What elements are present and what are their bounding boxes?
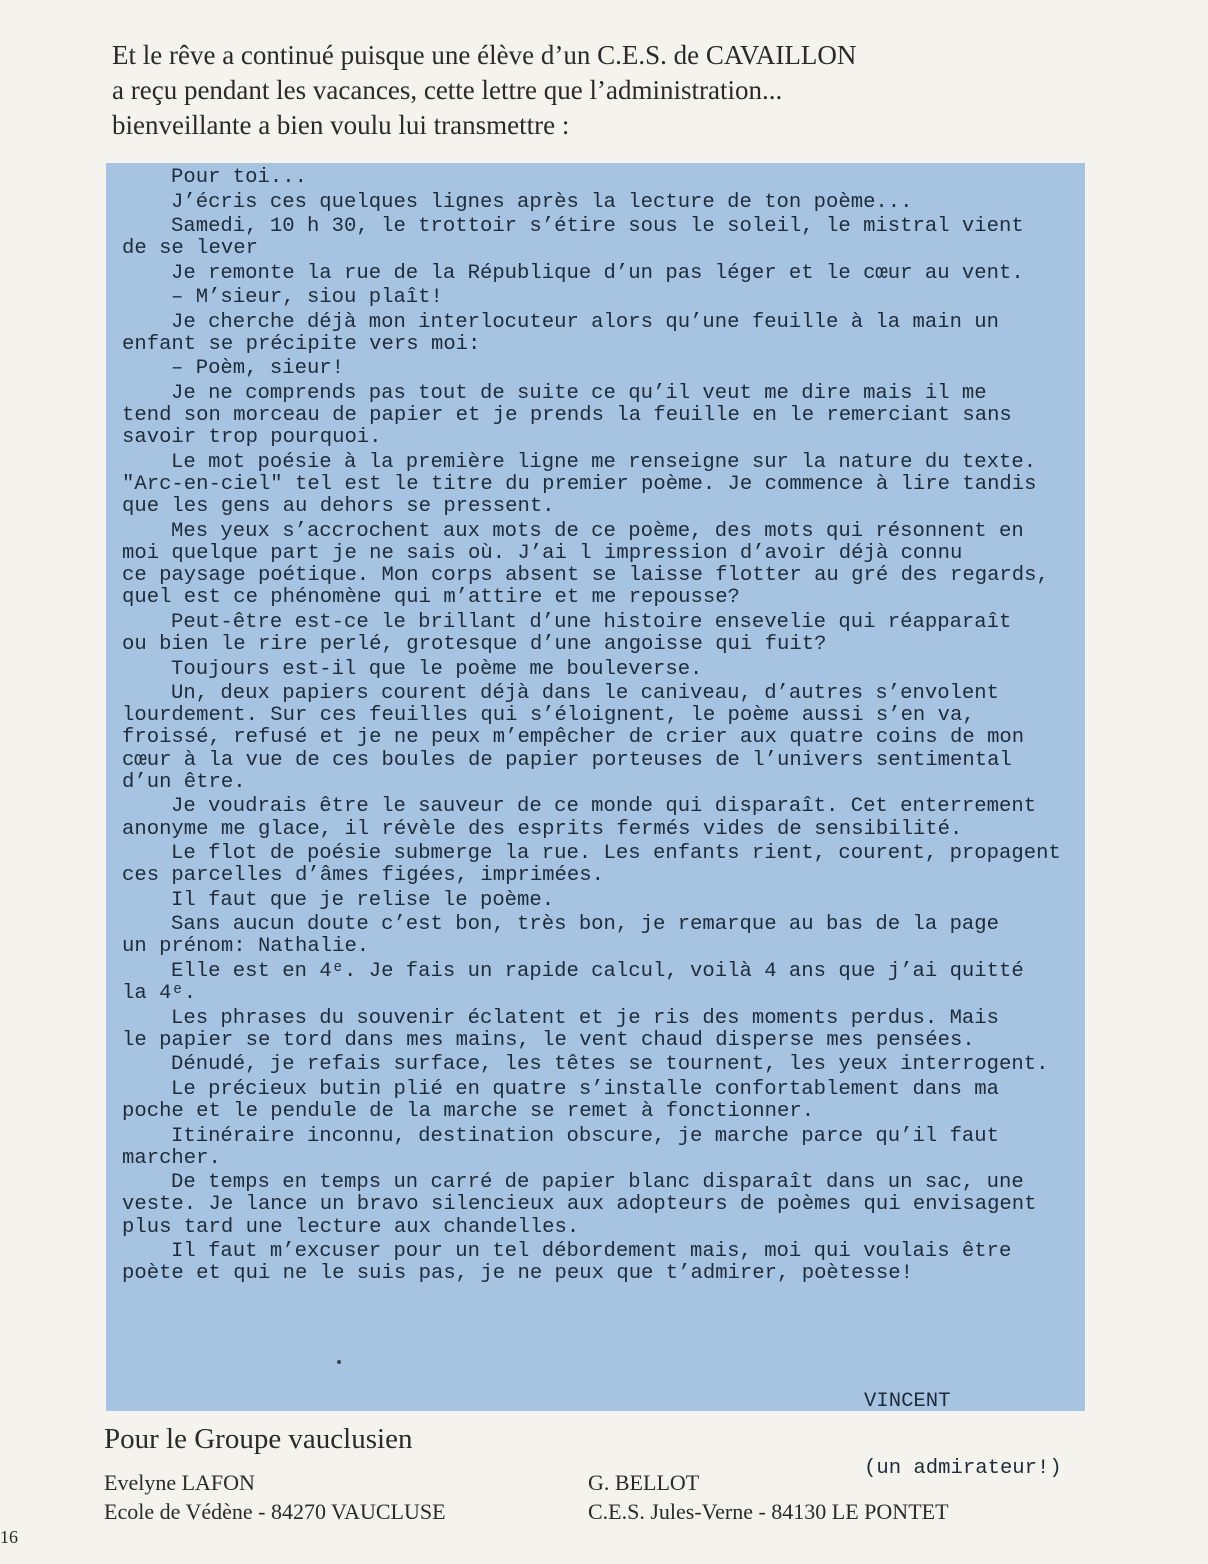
letter-line: de se lever: [122, 237, 258, 261]
letter-paragraph: [122, 914, 1077, 958]
letter-line: la 4ᵉ.: [122, 982, 197, 1006]
letter-line: le papier se tord dans mes mains, le vent chaud disperse mes pensées.: [122, 1028, 975, 1052]
letter-paragraph: [122, 843, 1077, 887]
letter-line: Je remonte la rue de la République d’un pas léger et le cœur au vent.: [171, 261, 1024, 285]
letter-line: tend son morceau de papier et je prends la feuille en le remerciant sans: [122, 404, 1012, 428]
letter-paragraph: [122, 452, 1077, 519]
letter-paragraph: [122, 1172, 1077, 1239]
letter-paragraph: [122, 521, 1077, 610]
letter-paragraph: [122, 1054, 1077, 1076]
letter-line: Le précieux butin plié en quatre s’installe confortablement dans ma: [171, 1077, 1000, 1101]
letter-paragraph: [122, 216, 1077, 260]
letter-line: ce paysage poétique. Mon corps absent se laisse flotter au gré des regards,: [122, 564, 1049, 588]
letter-line: Dénudé, je refais surface, les têtes se tournent, les yeux interrogent.: [171, 1053, 1049, 1077]
letter-line: – Poèm, sieur!: [171, 357, 345, 381]
letter-line: quel est ce phénomène qui m’attire et me repousse?: [122, 586, 740, 610]
letter-line: ces parcelles d’âmes figées, imprimées.: [122, 864, 604, 888]
letter-line: lourdement. Sur ces feuilles qui s’éloignent, le poème aussi s’en va,: [122, 704, 975, 728]
letter-line: Itinéraire inconnu, destination obscure, je marche parce qu’il faut: [171, 1124, 1000, 1148]
letter-line: Il faut m’excuser pour un tel débordement mais, moi qui voulais être: [171, 1240, 1012, 1264]
letter-line: Le flot de poésie submerge la rue. Les enfants rient, courent, propagent: [171, 842, 1061, 866]
letter-line: – M’sieur, siou plaît!: [171, 286, 443, 310]
letter-line: poche et le pendule de la marche se remet à fonctionner.: [122, 1100, 815, 1124]
intro-text: [112, 38, 1052, 143]
page-number: 16: [0, 1527, 18, 1547]
letter-line: Peut-être est-ce le brillant d’une histoire ensevelie qui réapparaît: [171, 610, 1012, 634]
letter-line: anonyme me glace, il révèle des esprits fermés vides de sensibilité.: [122, 817, 963, 841]
letter-paragraph: [122, 287, 1077, 309]
contact-left: [104, 1468, 446, 1526]
letter-body: [122, 167, 1077, 1286]
letter-line: un prénom: Nathalie.: [122, 935, 370, 959]
letter-line: moi quelque part je ne sais où. J’ai l impression d’avoir déjà connu: [122, 541, 963, 565]
intro-line: a reçu pendant les vacances, cette lettre que l’administration...: [112, 75, 783, 105]
letter-line: Sans aucun doute c’est bon, très bon, je remarque au bas de la page: [171, 913, 1000, 937]
letter-line: plus tard une lecture aux chandelles.: [122, 1215, 580, 1239]
letter-line: Mes yeux s’accrochent aux mots de ce poème, des mots qui résonnent en: [171, 519, 1024, 543]
letter-line: Elle est en 4ᵉ. Je fais un rapide calcul, voilà 4 ans que j’ai quitté: [171, 959, 1024, 983]
letter-paragraph: [122, 1241, 1077, 1285]
letter-line: d’un être.: [122, 770, 246, 794]
letter-paragraph: [122, 383, 1077, 450]
letter-paragraph: [122, 683, 1077, 794]
letter-line: Samedi, 10 h 30, le trottoir s’étire sous le soleil, le mistral vient: [171, 215, 1024, 238]
contact-right: [588, 1468, 949, 1526]
letter-paragraph: [122, 312, 1077, 356]
contact-name: G. BELLOT: [588, 1470, 700, 1495]
letter-paragraph: [122, 167, 1077, 189]
letter-line: Un, deux papiers courent déjà dans le caniveau, d’autres s’envolent: [171, 682, 1000, 706]
signature-name: VINCENT: [864, 1390, 951, 1414]
letter-paragraph: [122, 1008, 1077, 1052]
letter-paragraph: [122, 263, 1077, 285]
letter-line: Je cherche déjà mon interlocuteur alors qu’une feuille à la main un: [171, 310, 1000, 334]
letter-line: "Arc-en-ciel" tel est le titre du premier poème. Je commence à lire tandis: [122, 473, 1037, 497]
letter-line: marcher.: [122, 1146, 221, 1170]
group-heading: Pour le Groupe vauclusien: [104, 1423, 413, 1455]
letter-paragraph: [122, 659, 1077, 681]
letter-line: Il faut que je relise le poème.: [171, 888, 555, 912]
letter-line: Les phrases du souvenir éclatent et je ris des moments perdus. Mais: [171, 1006, 1000, 1030]
letter-line: savoir trop pourquoi.: [122, 426, 382, 450]
letter-line: poète et qui ne le suis pas, je ne peux que t’admirer, poètesse!: [122, 1262, 913, 1286]
letter-paragraph: [122, 961, 1077, 1005]
letter-paragraph: [122, 1126, 1077, 1170]
contact-name: Evelyne LAFON: [104, 1470, 255, 1495]
letter-paragraph: [122, 890, 1077, 912]
letter-line: Toujours est-il que le poème me bouleverse.: [171, 657, 703, 681]
letter-line: froissé, refusé et je ne peux m’empêcher de crier aux quatre coins de mon: [122, 726, 1025, 750]
letter-line: Je ne comprends pas tout de suite ce qu’il veut me dire mais il me: [171, 381, 987, 405]
letter-line: veste. Je lance un bravo silencieux aux adopteurs de poèmes qui envisagent: [122, 1193, 1037, 1217]
letter-line: Pour toi...: [171, 166, 307, 189]
letter-paragraph: [122, 1079, 1077, 1123]
letter-line: ou bien le rire perlé, grotesque d’une angoisse qui fuit?: [122, 633, 827, 657]
ink-speck: [337, 1360, 341, 1364]
letter-line: Le mot poésie à la première ligne me renseigne sur la nature du texte.: [171, 450, 1037, 474]
intro-line: bienveillante a bien voulu lui transmettre :: [112, 110, 570, 140]
letter-paragraph: [122, 612, 1077, 656]
letter-paragraph: [122, 192, 1077, 214]
contact-address: C.E.S. Jules-Verne - 84130 LE PONTET: [588, 1499, 949, 1524]
letter-line: enfant se précipite vers moi:: [122, 332, 481, 356]
letter-line: De temps en temps un carré de papier blanc disparaît dans un sac, une: [171, 1171, 1024, 1195]
contact-address: Ecole de Védène - 84270 VAUCLUSE: [104, 1499, 446, 1524]
letter-paragraph: [122, 358, 1077, 380]
letter-line: J’écris ces quelques lignes après la lecture de ton poème...: [171, 190, 913, 214]
letter-paragraph: [122, 796, 1077, 840]
letter-line: cœur à la vue de ces boules de papier porteuses de l’univers sentimental: [122, 748, 1012, 772]
letter-line: que les gens au dehors se pressent.: [122, 495, 555, 519]
intro-line: Et le rêve a continué puisque une élève d’un C.E.S. de CAVAILLON: [112, 40, 857, 70]
letter-line: Je voudrais être le sauveur de ce monde qui disparaît. Cet enterrement: [171, 795, 1037, 819]
signature-note: (un admirateur!): [864, 1457, 1062, 1481]
